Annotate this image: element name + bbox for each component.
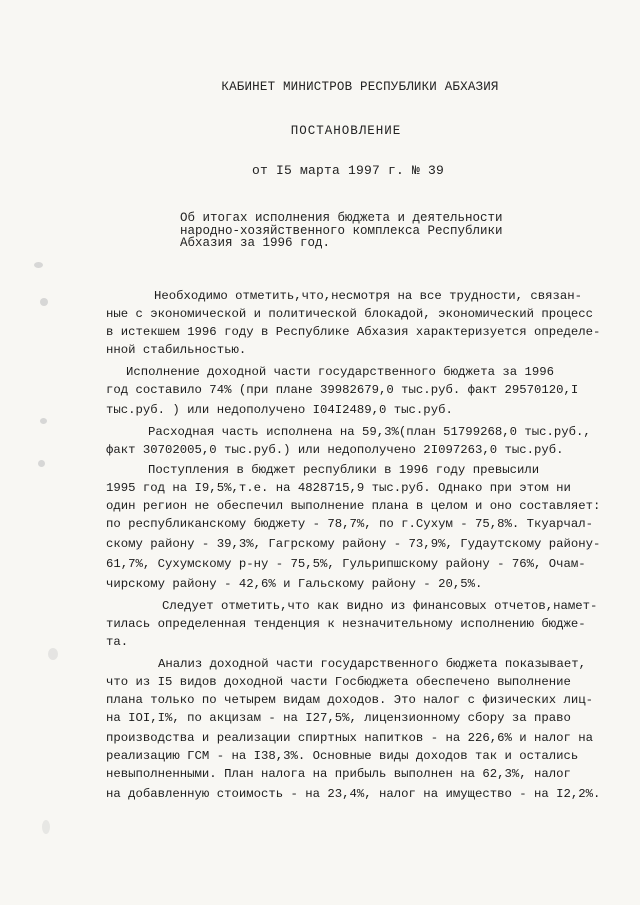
body-line: нной стабильностью. [106, 343, 247, 357]
body-line: что из I5 видов доходной части Госбюджета обеспечено выполнение [106, 675, 571, 689]
organization-heading: КАБИНЕТ МИНИСТРОВ РЕСПУБЛИКИ АБХАЗИЯ [221, 80, 499, 94]
subject-line: народно-хозяйственного комплекса Республики [180, 223, 503, 238]
body-line: 1995 год на I9,5%,т.е. на 4828715,9 тыс.руб. Однако при этом ни [106, 481, 571, 495]
subject-line: Об итогах исполнения бюджета и деятельности [180, 211, 503, 225]
body-line: реализацию ГСМ - на I38,3%. Основные виды доходов так и остались [106, 749, 579, 763]
body-line: чирскому району - 42,6% и Гальскому району - 20,5%. [106, 577, 483, 591]
body-line: тыс.руб. ) или недополучено I04I2489,0 тыс.руб. [106, 403, 453, 417]
body-line: Поступления в бюджет республики в 1996 году превысили [148, 463, 540, 477]
body-line: на IOI,I%, по акцизам - на I27,5%, лицензионному сбору за право [106, 711, 571, 725]
body-line: факт 30702005,0 тыс.руб.) или недополучено 2I097263,0 тыс.руб. [106, 443, 564, 457]
body-line: та. [106, 635, 129, 649]
body-line: тилась определенная тенденция к незначительному исполнению бюдже- [106, 617, 586, 631]
body-line: плана только по четырем видам доходов. Это налог с физических лиц- [106, 693, 594, 707]
subject-line: Абхазия за 1996 год. [180, 236, 331, 250]
margin-smudge [38, 460, 45, 467]
document-type-heading: ПОСТАНОВЛЕНИЕ [290, 124, 402, 138]
body-line: на добавленную стоимость - на 23,4%, налог на имущество - на I2,2%. [106, 787, 601, 801]
body-line: 61,7%, Сухумскому р-ну - 75,5%, Гульрипшскому району - 76%, Очам- [106, 557, 586, 571]
margin-smudge [42, 820, 50, 834]
margin-smudge [40, 298, 48, 306]
body-line: Расходная часть исполнена на 59,3%(план 51799268,0 тыс.руб., [148, 425, 591, 439]
document-subject [180, 212, 580, 250]
body-line: Следует отметить,что как видно из финансовых отчетов,намет- [162, 599, 598, 613]
body-line: Анализ доходной части государственного бюджета показывает, [158, 657, 587, 671]
body-line: Исполнение доходной части государственного бюджета за 1996 [126, 365, 555, 379]
margin-smudge [34, 262, 43, 268]
body-line: Необходимо отметить,что,несмотря на все трудности, связан- [154, 289, 583, 303]
body-line: скому району - 39,3%, Гагрскому району - 73,9%, Гудаутскому району- [106, 537, 601, 551]
body-line: год составило 74% (при плане 39982679,0 тыс.руб. факт 29570120,I [106, 383, 579, 397]
body-line: ные с экономической и политической блокадой, экономический процесс [106, 307, 594, 321]
body-line: по республиканскому бюджету - 78,7%, по г.Сухум - 75,8%. Ткуарчал- [106, 517, 594, 531]
body-line: в истекшем 1996 году в Республике Абхазия характеризуется определе- [106, 325, 601, 339]
document-date-line: от I5 марта 1997 г. № 39 [251, 163, 445, 178]
margin-smudge [40, 418, 47, 424]
body-line: производства и реализации спиртных напитков - на 226,6% и налог на [106, 731, 594, 745]
margin-smudge [48, 648, 58, 660]
body-line: невыполненными. План налога на прибыль выполнен на 62,3%, налог [106, 767, 571, 781]
body-line: один регион не обеспечил выполнение плана в целом и оно составляет: [106, 499, 601, 513]
